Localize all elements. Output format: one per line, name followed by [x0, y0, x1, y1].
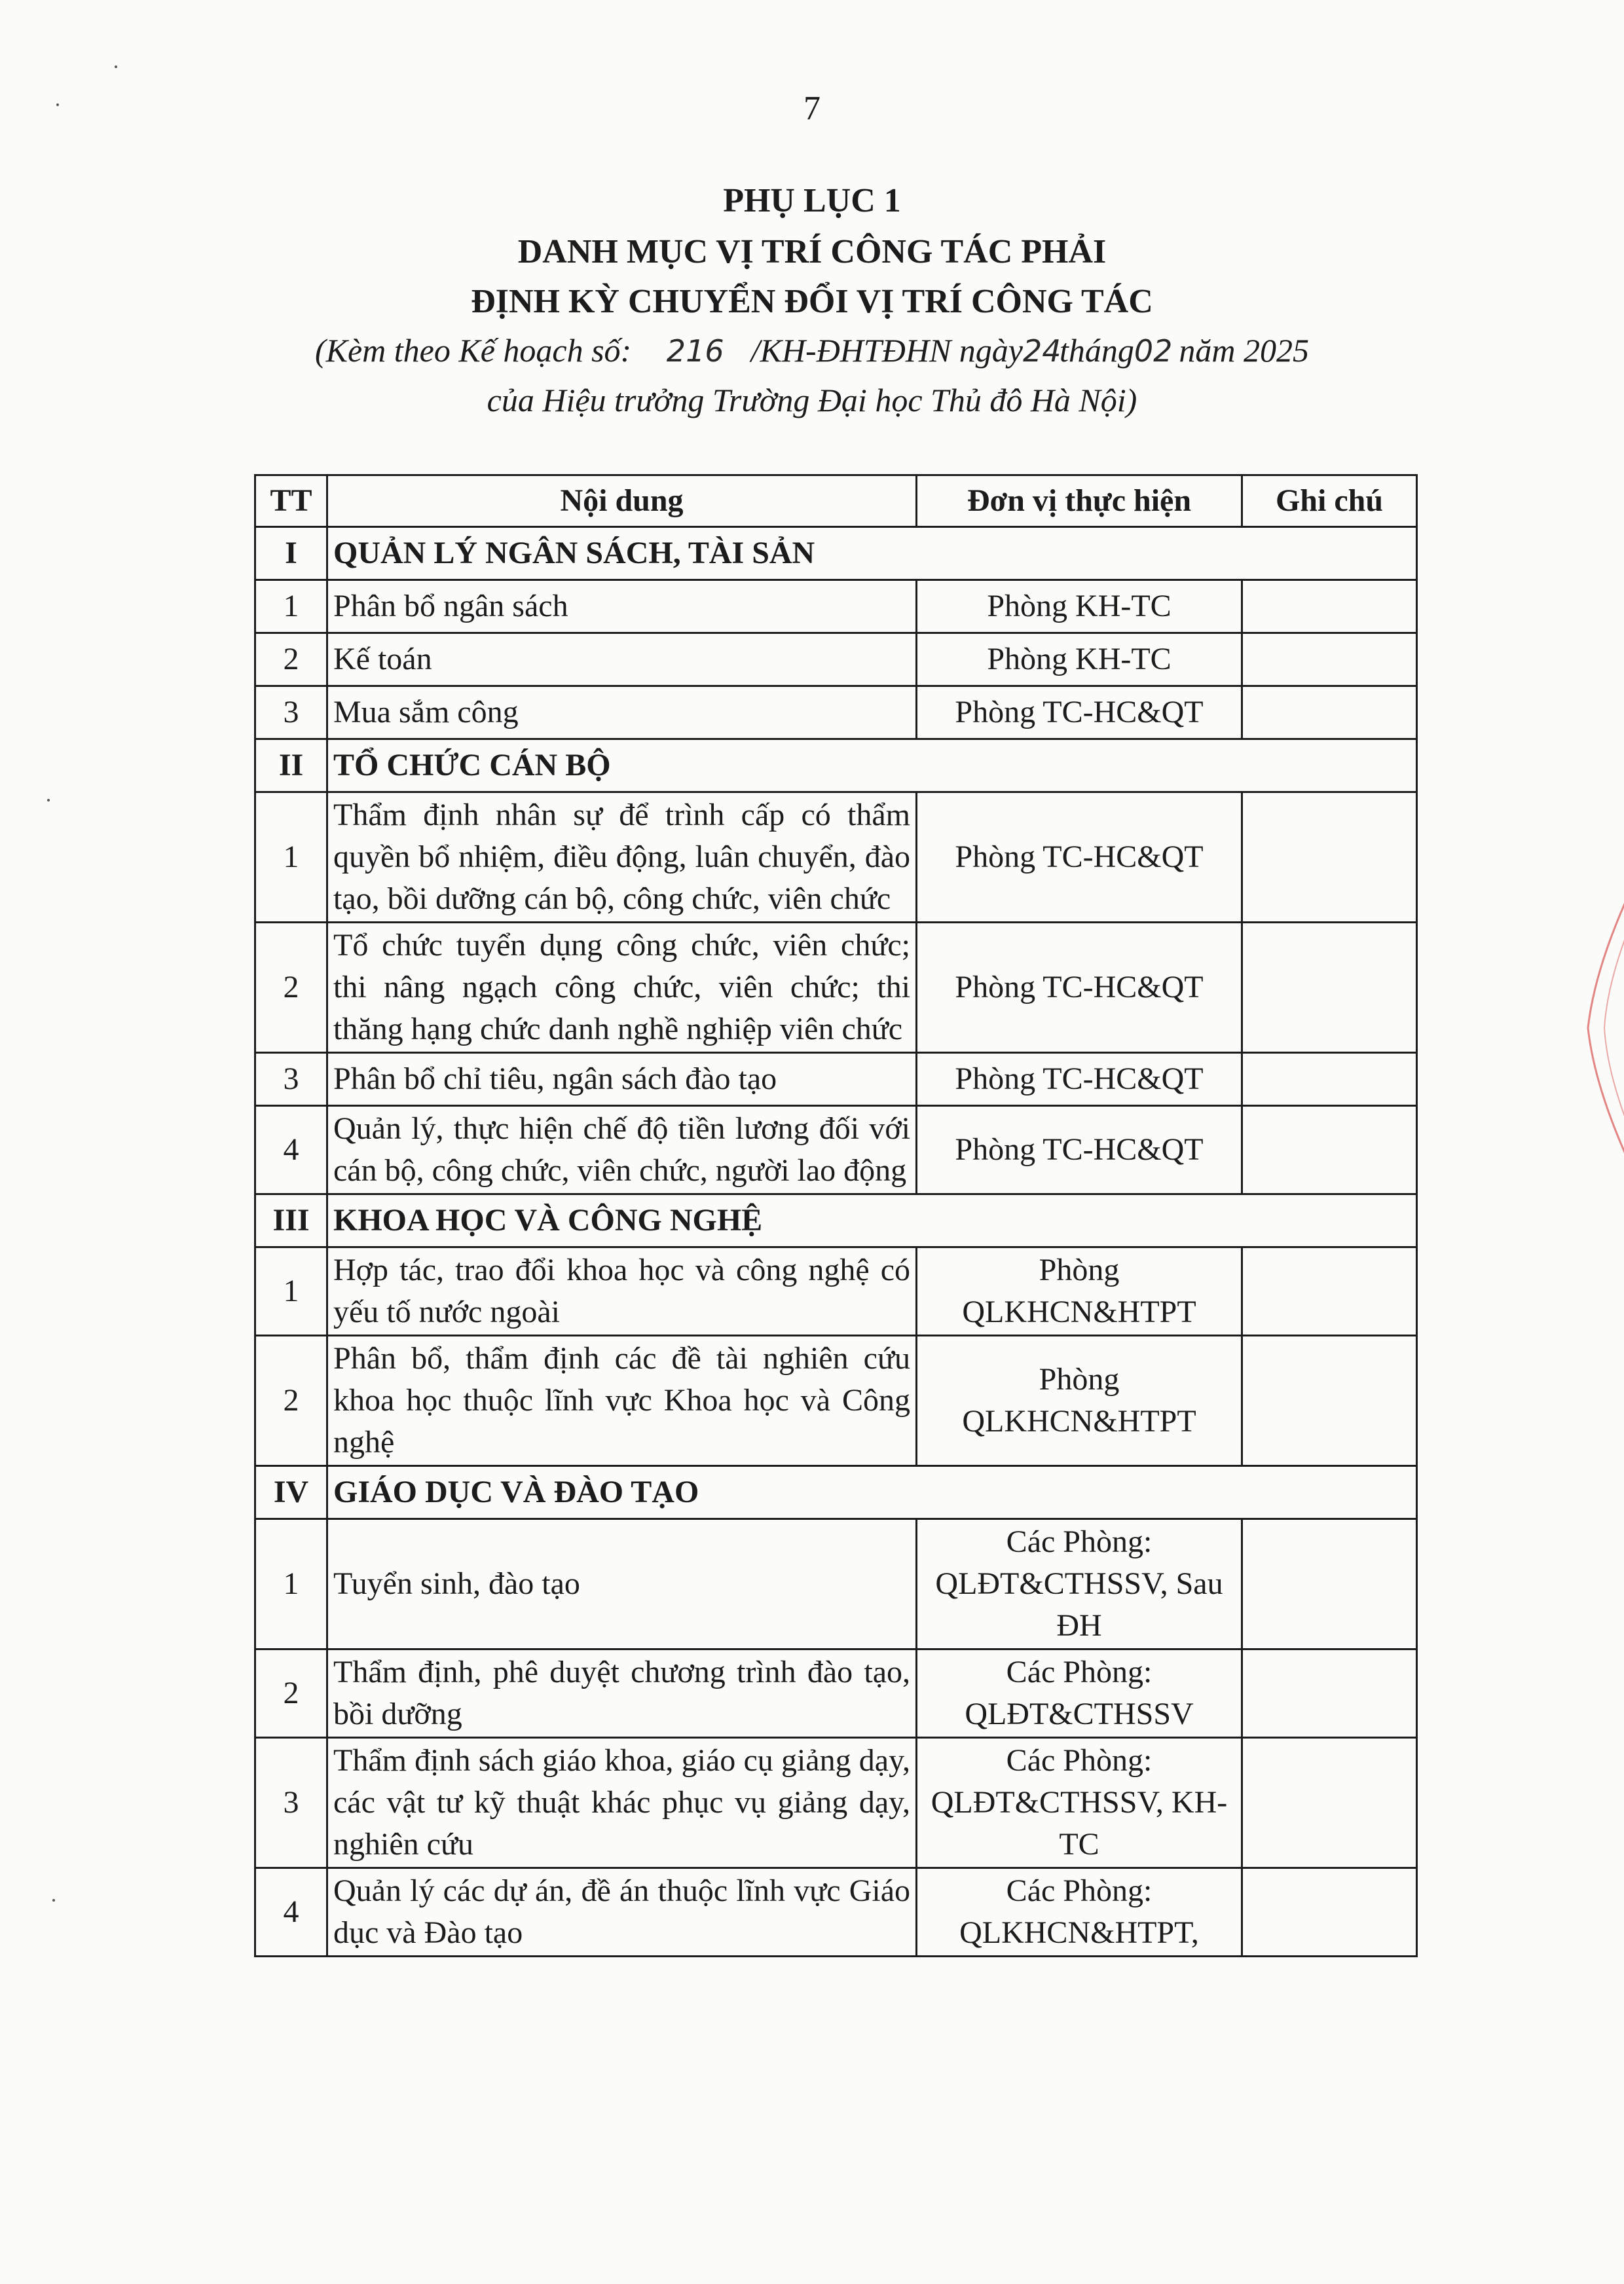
handwritten-day: 24 — [1023, 333, 1061, 369]
page-number: 7 — [803, 90, 821, 127]
row-unit: Các Phòng: QLĐT&CTHSSV, Sau ĐH — [917, 1519, 1242, 1649]
row-content: Thẩm định sách giáo khoa, giáo cụ giảng dạy, các vật tư kỹ thuật khác phục vụ giảng dạy, nghiên cứu — [327, 1738, 917, 1868]
row-content: Mua sắm công — [327, 686, 917, 739]
table-row — [255, 1336, 1417, 1466]
row-number: 1 — [255, 792, 327, 923]
row-note — [1242, 1247, 1417, 1336]
row-unit: Phòng TC-HC&QT — [917, 1106, 1242, 1194]
row-number: 4 — [255, 1106, 327, 1194]
section-number: III — [255, 1194, 327, 1247]
issuer-line: của Hiệu trưởng Trường Đại học Thủ đô Hà Nội) — [487, 382, 1137, 418]
header-tt: TT — [255, 475, 327, 527]
row-content: Phân bổ chỉ tiêu, ngân sách đào tạo — [327, 1053, 917, 1106]
row-note — [1242, 580, 1417, 633]
row-note — [1242, 1106, 1417, 1194]
table-row — [255, 1649, 1417, 1738]
plan-reference-year: năm 2025 — [1179, 332, 1310, 369]
row-number: 2 — [255, 923, 327, 1053]
section-title: GIÁO DỤC VÀ ĐÀO TẠO — [327, 1466, 1417, 1519]
row-note — [1242, 1053, 1417, 1106]
row-number: 3 — [255, 1738, 327, 1868]
table-row — [255, 792, 1417, 923]
row-content: Tổ chức tuyển dụng công chức, viên chức; thi nâng ngạch công chức, viên chức; thi thăng hạng chức danh nghề nghiệp viên chức — [327, 923, 917, 1053]
row-unit: Các Phòng: QLĐT&CTHSSV, KH-TC — [917, 1738, 1242, 1868]
row-number: 1 — [255, 1247, 327, 1336]
plan-reference-code: /KH-ĐHTĐHN ngày — [750, 332, 1023, 369]
section-row — [255, 739, 1417, 792]
row-unit: Phòng KH-TC — [917, 633, 1242, 686]
row-unit: Phòng QLKHCN&HTPT — [917, 1336, 1242, 1466]
row-number: 2 — [255, 1336, 327, 1466]
row-content: Kế toán — [327, 633, 917, 686]
row-number: 3 — [255, 1053, 327, 1106]
handwritten-plan-number: 216 — [666, 333, 724, 369]
header-unit: Đơn vị thực hiện — [917, 475, 1242, 527]
row-note — [1242, 1519, 1417, 1649]
row-content: Hợp tác, trao đổi khoa học và công nghệ có yếu tố nước ngoài — [327, 1247, 917, 1336]
row-unit: Phòng QLKHCN&HTPT — [917, 1247, 1242, 1336]
section-row — [255, 1194, 1417, 1247]
table-row — [255, 633, 1417, 686]
appendix-title: PHỤ LỤC 1 — [723, 182, 901, 219]
plan-reference-line — [0, 326, 1624, 375]
red-seal-fragment — [1568, 891, 1624, 1166]
header-note: Ghi chú — [1242, 475, 1417, 527]
section-row — [255, 527, 1417, 580]
section-title: KHOA HỌC VÀ CÔNG NGHỆ — [327, 1194, 1417, 1247]
row-unit: Phòng TC-HC&QT — [917, 686, 1242, 739]
row-unit: Các Phòng: QLĐT&CTHSSV — [917, 1649, 1242, 1738]
row-note — [1242, 792, 1417, 923]
table-row — [255, 1519, 1417, 1649]
row-unit: Phòng TC-HC&QT — [917, 1053, 1242, 1106]
scan-speck — [56, 103, 59, 106]
row-number: 2 — [255, 1649, 327, 1738]
scan-speck — [115, 65, 117, 68]
table-header-row — [255, 475, 1417, 527]
row-content: Phân bổ ngân sách — [327, 580, 917, 633]
row-unit: Phòng TC-HC&QT — [917, 923, 1242, 1053]
position-rotation-table — [254, 474, 1418, 1957]
scan-speck — [47, 799, 50, 801]
row-number: 2 — [255, 633, 327, 686]
row-unit: Các Phòng: QLKHCN&HTPT, — [917, 1868, 1242, 1957]
table-row — [255, 1106, 1417, 1194]
row-unit: Phòng TC-HC&QT — [917, 792, 1242, 923]
table-row — [255, 1247, 1417, 1336]
scan-speck — [52, 1899, 55, 1902]
plan-reference-prefix: (Kèm theo Kế hoạch số: — [314, 332, 632, 369]
row-note — [1242, 686, 1417, 739]
document-title-line-2: ĐỊNH KỲ CHUYỂN ĐỔI VỊ TRÍ CÔNG TÁC — [471, 283, 1153, 320]
table-row — [255, 1738, 1417, 1868]
row-content: Thẩm định nhân sự để trình cấp có thẩm quyền bổ nhiệm, điều động, luân chuyển, đào tạo, bồi dưỡng cán bộ, công chức, viên chức — [327, 792, 917, 923]
section-title: TỔ CHỨC CÁN BỘ — [327, 739, 1417, 792]
row-content: Quản lý, thực hiện chế độ tiền lương đối với cán bộ, công chức, viên chức, người lao động — [327, 1106, 917, 1194]
section-number: II — [255, 739, 327, 792]
table-row — [255, 1868, 1417, 1957]
row-note — [1242, 633, 1417, 686]
row-content: Quản lý các dự án, đề án thuộc lĩnh vực Giáo dục và Đào tạo — [327, 1868, 917, 1957]
section-row — [255, 1466, 1417, 1519]
row-note — [1242, 1868, 1417, 1957]
table-row — [255, 686, 1417, 739]
row-note — [1242, 1738, 1417, 1868]
row-number: 4 — [255, 1868, 327, 1957]
section-number: IV — [255, 1466, 327, 1519]
table-row — [255, 580, 1417, 633]
section-number: I — [255, 527, 327, 580]
table-row — [255, 923, 1417, 1053]
row-note — [1242, 923, 1417, 1053]
month-word: tháng — [1060, 332, 1134, 369]
table-row — [255, 1053, 1417, 1106]
row-note — [1242, 1649, 1417, 1738]
row-content: Phân bổ, thẩm định các đề tài nghiên cứu khoa học thuộc lĩnh vực Khoa học và Công nghệ — [327, 1336, 917, 1466]
handwritten-month: 02 — [1134, 333, 1173, 369]
row-number: 1 — [255, 580, 327, 633]
row-content: Tuyển sinh, đào tạo — [327, 1519, 917, 1649]
header-content: Nội dung — [327, 475, 917, 527]
row-note — [1242, 1336, 1417, 1466]
row-content: Thẩm định, phê duyệt chương trình đào tạo, bồi dưỡng — [327, 1649, 917, 1738]
row-number: 1 — [255, 1519, 327, 1649]
row-number: 3 — [255, 686, 327, 739]
document-title-line-1: DANH MỤC VỊ TRÍ CÔNG TÁC PHẢI — [517, 233, 1107, 270]
row-unit: Phòng KH-TC — [917, 580, 1242, 633]
section-title: QUẢN LÝ NGÂN SÁCH, TÀI SẢN — [327, 527, 1417, 580]
